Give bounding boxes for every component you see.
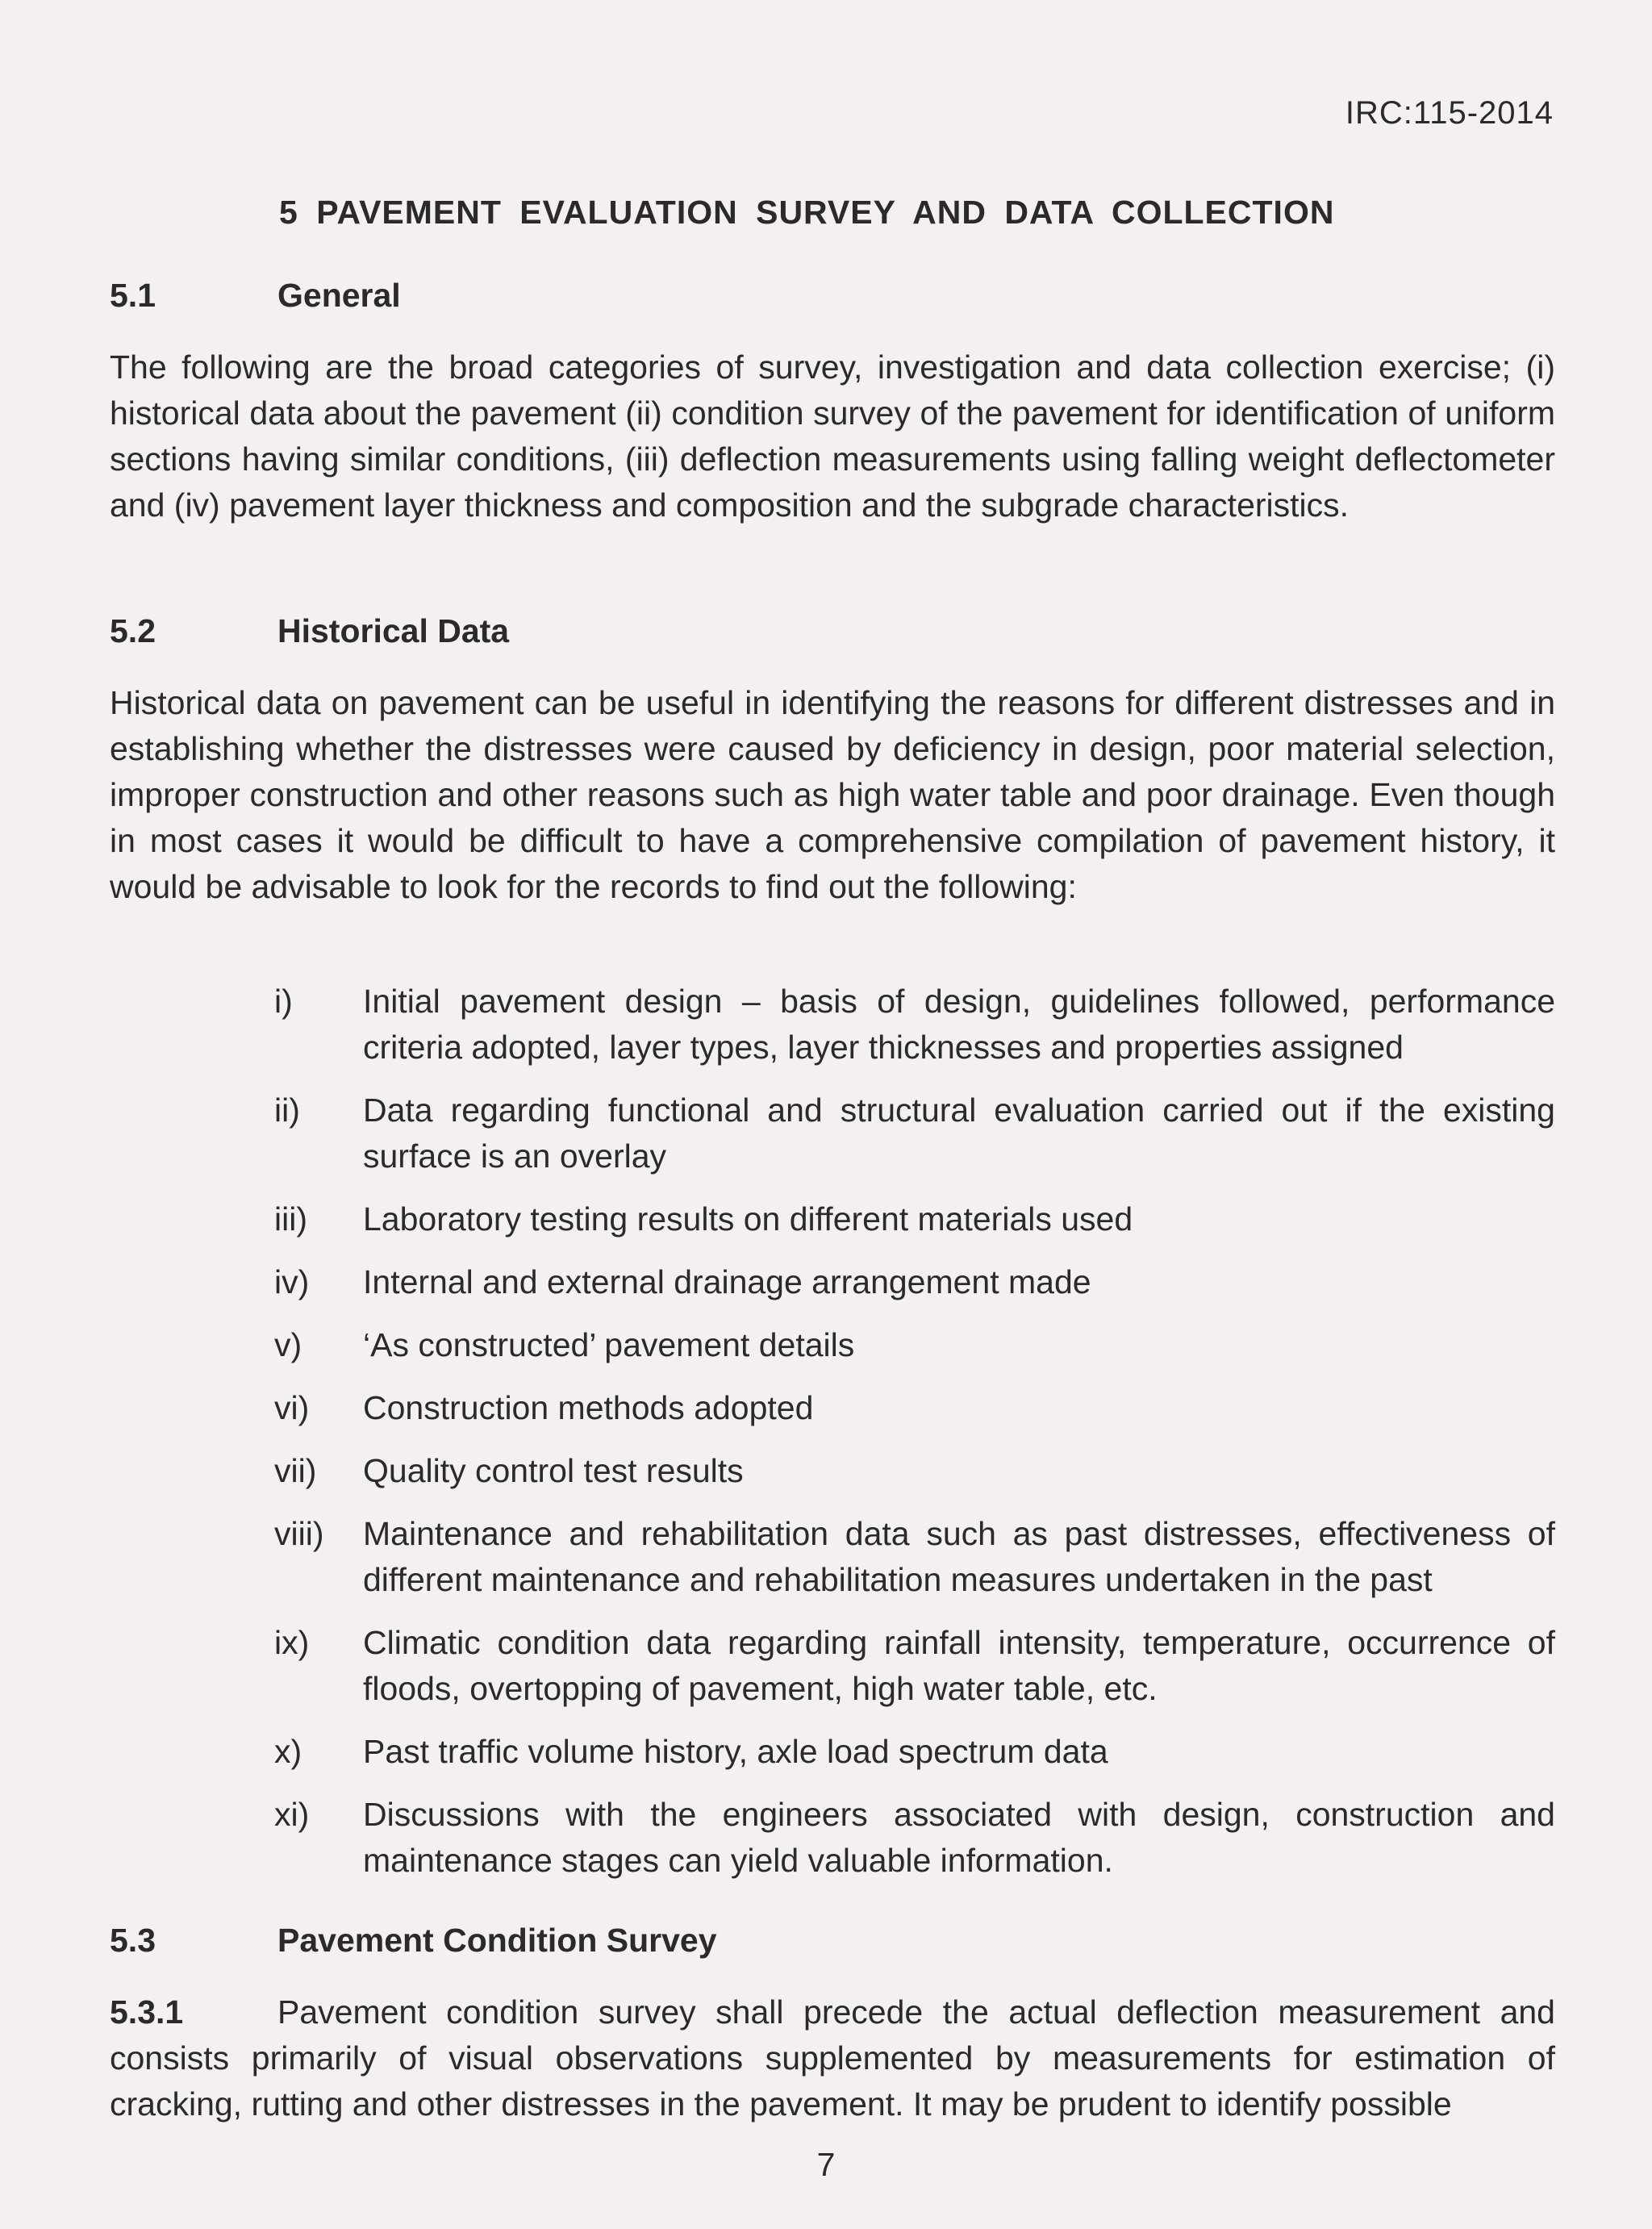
section-number: 5.3 <box>110 1922 156 1959</box>
list-text: Laboratory testing results on different materials used <box>363 1200 1133 1238</box>
list-item <box>274 1792 1555 1884</box>
list-text: Initial pavement design – basis of design, guidelines followed, performance criteria adopted, layer types, layer thicknesses and properties assigned <box>363 983 1555 1066</box>
section-5-3-1-paragraph <box>110 1989 1555 2127</box>
list-text: Past traffic volume history, axle load spectrum data <box>363 1733 1108 1770</box>
list-text: Internal and external drainage arrangement made <box>363 1263 1091 1300</box>
list-text: Construction methods adopted <box>363 1389 814 1426</box>
list-marker: iv) <box>274 1263 310 1300</box>
list-marker: v) <box>274 1326 302 1363</box>
list-marker: vii) <box>274 1452 317 1489</box>
historical-data-list <box>274 979 1555 1901</box>
list-item <box>274 1448 1555 1494</box>
subsection-number: 5.3.1 <box>110 1993 184 2031</box>
section-heading-5-1 <box>110 277 401 315</box>
list-marker: vi) <box>274 1389 310 1426</box>
list-marker: ix) <box>274 1624 310 1661</box>
page-number: 7 <box>816 2146 836 2183</box>
list-text: Data regarding functional and structural evaluation carried out if the existing surface is an overlay <box>363 1092 1555 1175</box>
list-text: ‘As constructed’ pavement details <box>363 1326 855 1363</box>
list-text: Climatic condition data regarding rainfall intensity, temperature, occurrence of floods, overtopping of pavement, high water table, etc. <box>363 1624 1555 1707</box>
section-title: General <box>277 277 401 314</box>
list-item <box>274 1322 1555 1368</box>
subsection-text: Pavement condition survey shall precede the actual deflection measurement and consists primarily of visual observations supplemented by measurements for estimation of cracking, rutting and other distresses in the pavement. It may be prudent to identify possible <box>110 1993 1555 2123</box>
chapter-title: 5 PAVEMENT EVALUATION SURVEY AND DATA COLLECTION <box>279 194 1335 231</box>
list-marker: iii) <box>274 1200 307 1238</box>
list-marker: i) <box>274 983 293 1020</box>
list-marker: ii) <box>274 1092 300 1129</box>
section-title: Historical Data <box>277 612 510 649</box>
section-number: 5.2 <box>110 612 156 649</box>
section-title: Pavement Condition Survey <box>277 1922 717 1959</box>
document-code: IRC:115-2014 <box>1345 95 1554 131</box>
list-text: Quality control test results <box>363 1452 744 1489</box>
list-item <box>274 1511 1555 1603</box>
list-item <box>274 979 1555 1071</box>
section-heading-5-2 <box>110 612 509 650</box>
list-marker: xi) <box>274 1796 310 1833</box>
list-marker: x) <box>274 1733 302 1770</box>
section-5-2-paragraph: Historical data on pavement can be useful in identifying the reasons for different distresses and in establishing whether the distresses were caused by deficiency in design, poor material selection, improper construction and other reasons such as high water table and poor drainage. Even though in most cases it would be difficult to have a comprehensive compilation of pavement history, it would be advisable to look for the records to find out the following: <box>110 684 1555 905</box>
list-item <box>274 1196 1555 1242</box>
section-5-1-paragraph: The following are the broad categories of survey, investigation and data collection exercise; (i) historical data about the pavement (ii) condition survey of the pavement for identification of uniform sections having similar conditions, (iii) deflection measurements using falling weight deflectometer and (iv) pavement layer thickness and composition and the subgrade characteristics. <box>110 349 1555 524</box>
section-number: 5.1 <box>110 277 156 314</box>
list-text: Maintenance and rehabilitation data such as past distresses, effectiveness of different maintenance and rehabilitation measures undertaken in the past <box>363 1515 1555 1598</box>
list-marker: viii) <box>274 1515 324 1552</box>
list-item <box>274 1620 1555 1712</box>
list-item <box>274 1087 1555 1179</box>
section-heading-5-3 <box>110 1922 717 1960</box>
list-item <box>274 1729 1555 1775</box>
list-item <box>274 1385 1555 1431</box>
list-item <box>274 1259 1555 1305</box>
list-text: Discussions with the engineers associated with design, construction and maintenance stages can yield valuable information. <box>363 1796 1555 1879</box>
